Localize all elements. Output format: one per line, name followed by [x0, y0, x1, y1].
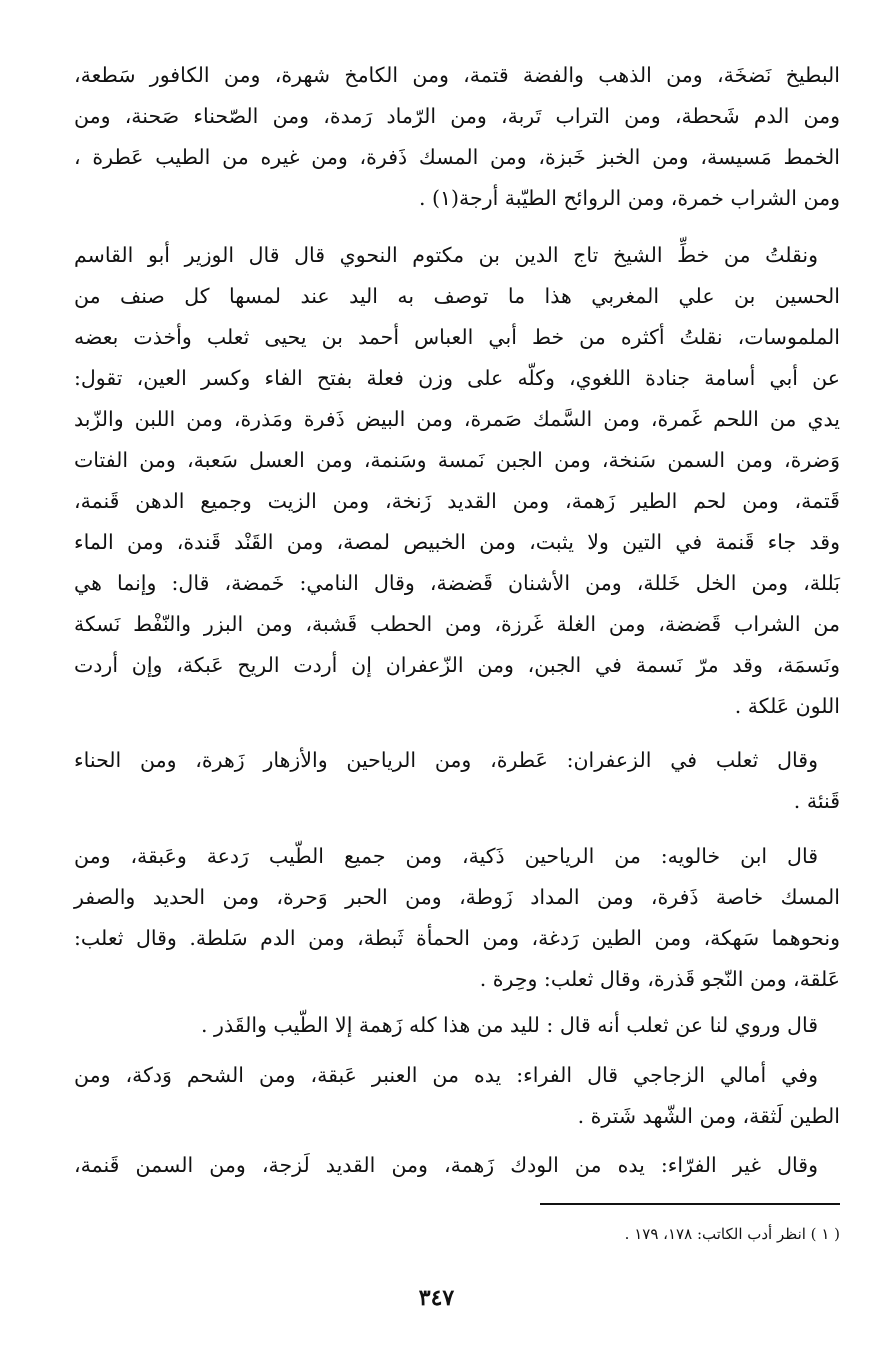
footnote-divider: [540, 1203, 840, 1205]
text-line: وقد جاء قَنمة في التين ولا يثبت، ومن الخبيص لمصة، ومن القَنْد قَندة، ومن الماء: [74, 530, 840, 554]
text-line: الخمط مَسيسة، ومن الخبز خَبزة، ومن المسك ذَفرة، ومن غيره من الطيب عَطرة ،: [74, 145, 840, 169]
paragraph-5: [74, 1005, 840, 1046]
text-line: ونقلتُ من خطِّ الشيخ تاج الدين بن مكتوم النحوي قال قال الوزير أبو القاسم: [74, 243, 818, 267]
page-number: ٣٤٧: [418, 1285, 455, 1311]
paragraph-7: [74, 1145, 840, 1186]
text-line: الملموسات، نقلتُ أكثره من خط أبي العباس أحمد بن يحيى ثعلب وأخذت بعضه: [74, 325, 840, 349]
text-line: قال وروي لنا عن ثعلب أنه قال : لليد من هذا كله زَهمة إلا الطّيب والقَذر .: [201, 1013, 818, 1037]
text-line: قال ابن خالويه: من الرياحين ذَكية، ومن جميع الطّيب رَدعة وعَبقة، ومن: [74, 844, 818, 868]
text-line: يدي من اللحم غَمرة، ومن السَّمك صَمرة، ومن البيض ذَفرة ومَذرة، ومن اللبن والزّبد: [74, 407, 840, 431]
text-line: قَتمة، ومن لحم الطير زَهمة، ومن القديد زَنخة، ومن الزيت وجميع الدهن قَنمة،: [74, 489, 840, 513]
text-line: اللون عَلكة .: [734, 694, 840, 718]
footnote: ( ١ ) انظر أدب الكاتب: ١٧٨، ١٧٩ .: [624, 1225, 840, 1243]
text-line: الحسين بن علي المغربي هذا ما توصف به اليد عند لمسها كل صنف من: [74, 284, 840, 308]
paragraph-1: [74, 55, 840, 219]
text-line: قَنئة .: [793, 789, 840, 813]
text-line: بَللة، ومن الخل خَللة، ومن الأشنان قَضضة، وقال النامي: خَمضة، قال: وإنما هي: [74, 571, 840, 595]
text-line: من الشراب قَضضة، ومن الغلة غَرزة، ومن الحطب قَشبة، ومن البزر والنّفْط نَسكة: [74, 612, 840, 636]
text-line: ونَسمَة، وقد مرّ نَسمة في الجبن، ومن الزّعفران إن أردت الريح عَبكة، وإن أردت: [74, 653, 840, 677]
text-line: عَلقة، ومن النّجو قَذرة، وقال ثعلب: وحِرة .: [479, 967, 840, 991]
paragraph-4: [74, 836, 840, 1000]
paragraph-3: [74, 740, 840, 822]
text-line: المسك خاصة ذَفرة، ومن المداد زَوطة، ومن الحبر وَحرة، ومن الحديد والصفر: [74, 885, 840, 909]
text-line: وَضرة، ومن السمن سَنخة، ومن الجبن نَمسة وسَنمة، ومن العسل سَعبة، ومن الفتات: [74, 448, 840, 472]
text-line: البطيخ نَضخَة، ومن الذهب والفضة قتمة، ومن الكامخ شهرة، ومن الكافور سَطعة،: [74, 63, 840, 87]
text-line: وفي أمالي الزجاجي قال الفراء: يده من العنبر عَبقة، ومن الشحم وَدكة، ومن: [74, 1063, 818, 1087]
text-line: عن أبي أسامة جنادة اللغوي، وكلّه على وزن فعلة بفتح الفاء وكسر العين، تقول:: [74, 366, 840, 390]
text-line: الطين لَثقة، ومن الشّهد شَترة .: [577, 1104, 840, 1128]
text-line: ومن الشراب خمرة، ومن الروائح الطيّبة أرجة(١) .: [418, 186, 840, 210]
text-line: ومن الدم شَحطة، ومن التراب تَربة، ومن الرّماد رَمدة، ومن الصّحناء صَحنة، ومن: [74, 104, 840, 128]
paragraph-2: [74, 235, 840, 727]
text-line: ونحوهما سَهكة، ومن الطين رَدغة، ومن الحمأة ثَبطة، ومن الدم سَلطة. وقال ثعلب:: [74, 926, 840, 950]
paragraph-6: [74, 1055, 840, 1137]
text-line: وقال غير الفرّاء: يده من الودك زَهمة، ومن القديد لَزجة، ومن السمن قَنمة،: [74, 1153, 818, 1177]
text-line: وقال ثعلب في الزعفران: عَطرة، ومن الرياحين والأزهار زَهرة، ومن الحناء: [74, 748, 818, 772]
